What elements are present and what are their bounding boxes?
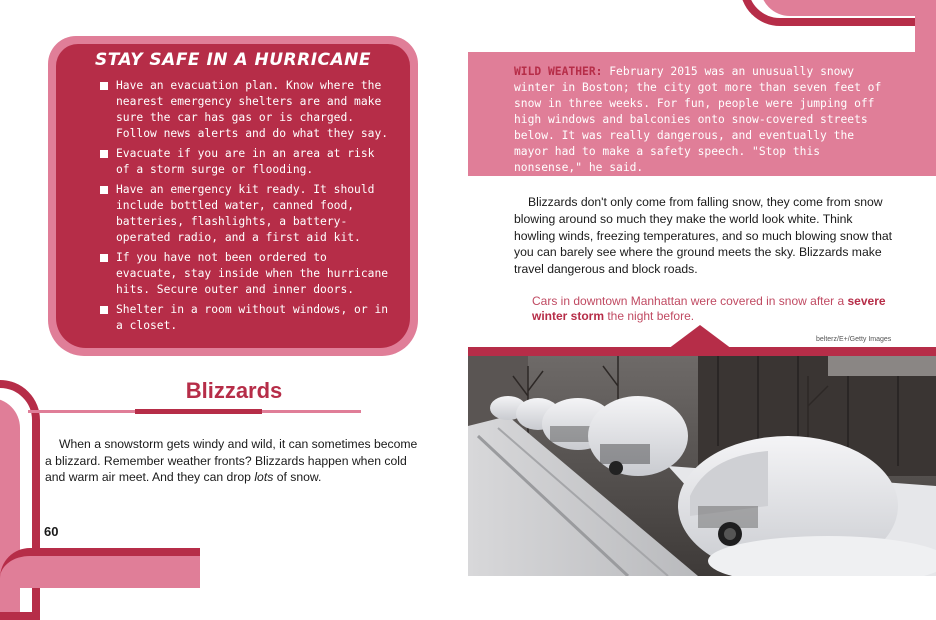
wild-weather-text: WILD WEATHER: February 2015 was an unusually snowy winter in Boston; the city got more than seven feet of snow in three weeks. For fun, people were jumping off high windows and balconies onto snow-covered streets below. It was really dangerous, and eventually the mayor had to make a safety speech. "Stop this nonsense," he said.: [514, 65, 882, 174]
square-bullet-icon: [100, 82, 108, 90]
page-number: 60: [44, 524, 59, 539]
corner-decoration-top-right-fill: [760, 0, 936, 16]
square-bullet-icon: [100, 254, 108, 262]
list-item: If you have not been ordered to evacuate, stay inside when the hurricane hits. Secure outer and inner doors.: [100, 250, 390, 298]
square-bullet-icon: [100, 306, 108, 314]
corner-decoration-bottom-left-strip: [0, 548, 200, 588]
list-item: Evacuate if you are in an area at risk of a storm surge or flooding.: [100, 146, 390, 178]
list-item: Have an emergency kit ready. It should include bottled water, canned food, batteries, flashlights, a battery-operated radio, and a first aid kit.: [100, 182, 390, 246]
photo-caption: Cars in downtown Manhattan were covered in snow after a severe winter storm the night before.: [532, 294, 886, 323]
blizzards-description-paragraph: Blizzards don't only come from falling snow, they come from snow blowing around so much they make the world look white. Think howling winds, freezing temperatures, and so much blowing snow that you can barely see where the ground meets the sky. Blizzards make travel dangerous and block roads.: [514, 195, 893, 277]
hurricane-tips-list: [100, 78, 390, 338]
photo-pointer: [668, 325, 732, 349]
list-item: Have an evacuation plan. Know where the nearest emergency shelters are and make sure the car has gas or is charged. Follow news alerts and do what they say.: [100, 78, 390, 142]
square-bullet-icon: [100, 186, 108, 194]
snow-covered-cars-photo: [468, 356, 936, 576]
heading-rule-accent: [135, 409, 262, 414]
photo-credit: belterz/E+/Getty Images: [816, 336, 892, 343]
blizzards-paragraph: When a snowstorm gets windy and wild, it can sometimes become a blizzard. Remember weather fronts? Blizzards happen when cold and warm air meet. And they can drop lots of snow.: [45, 437, 418, 484]
hurricane-box-title: STAY SAFE IN A HURRICANE: [94, 50, 372, 70]
photo-top-bar: [468, 347, 936, 356]
section-heading-blizzards: Blizzards: [185, 378, 283, 403]
list-item: Shelter in a room without windows, or in a closet.: [100, 302, 390, 334]
wild-weather-label: WILD WEATHER:: [514, 65, 603, 78]
square-bullet-icon: [100, 150, 108, 158]
